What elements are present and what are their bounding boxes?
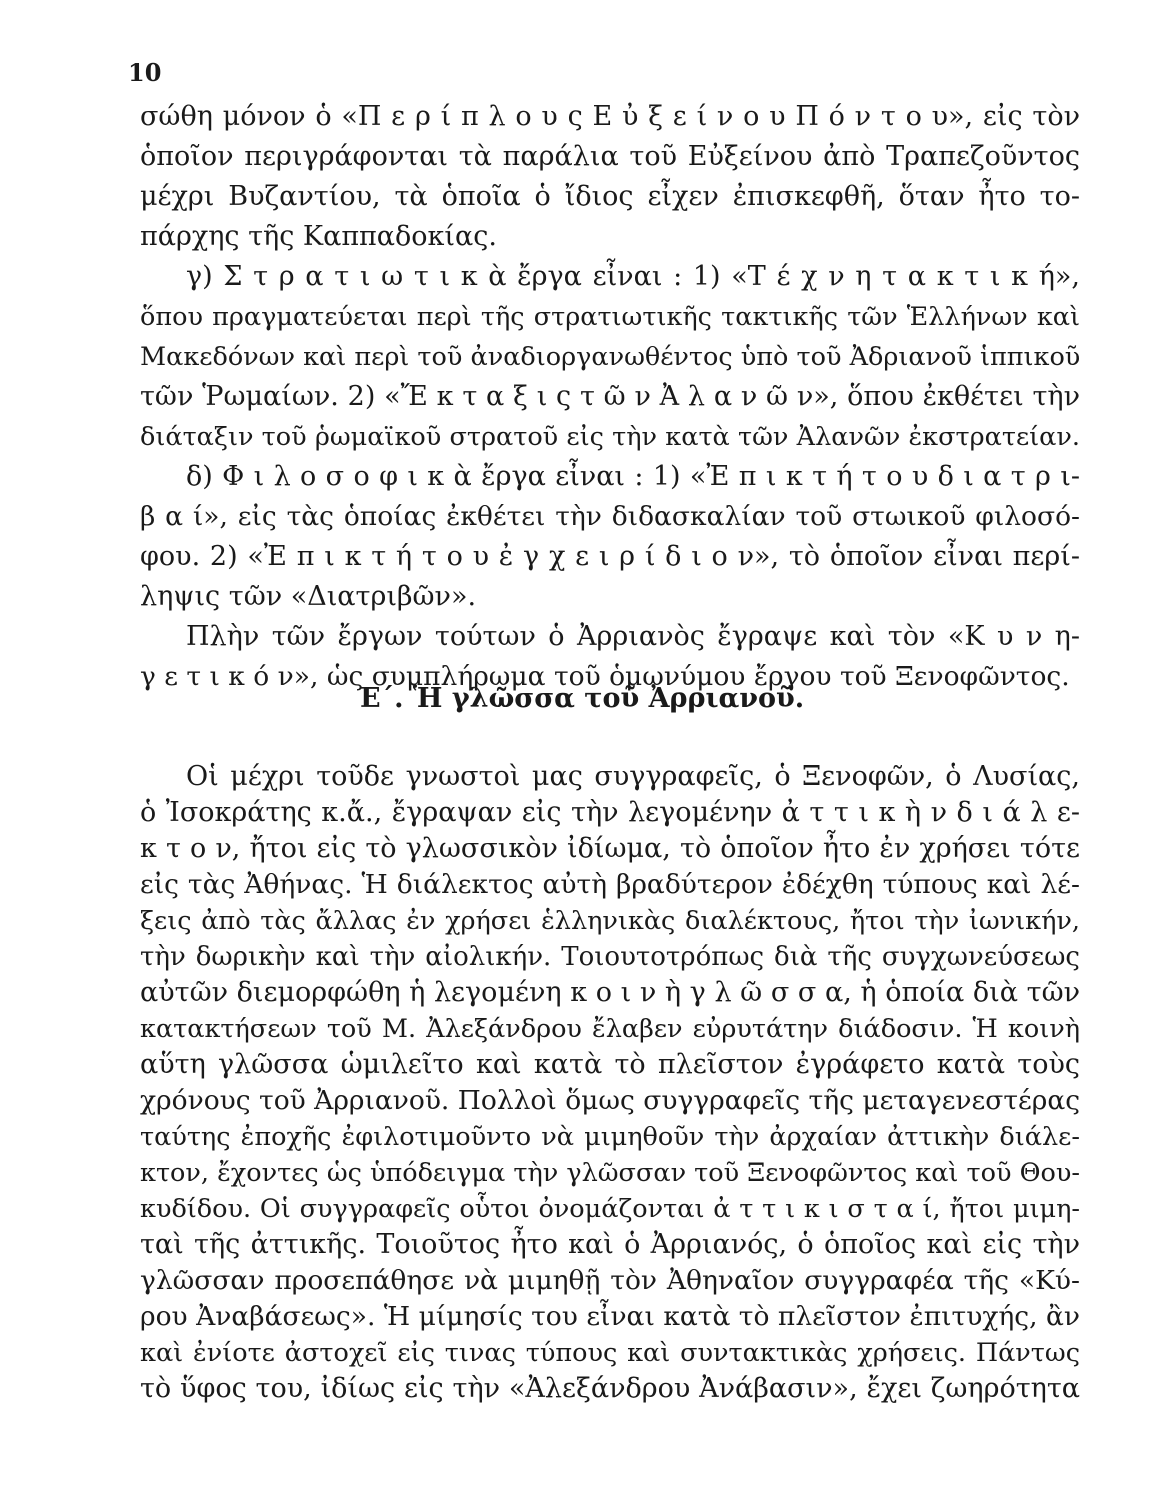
text-line: μέχρι Βυζαντίου, τὰ ὁποῖα ὁ ἴδιος εἶχεν ἐπισκεφθῆ, ὅταν ἦτο το-	[140, 181, 1080, 212]
text-line: β α ί», εἰς τὰς ὁποίας ἐκθέτει τὴν διδασκαλίαν τοῦ στωικοῦ φιλοσό-	[140, 501, 1080, 532]
text-line: ὁποῖον περιγράφονται τὰ παράλια τοῦ Εὐξείνου ἀπὸ Τραπεζοῦντος	[140, 141, 1080, 172]
text-line: εἰς τὰς Ἀθήνας. Ἡ διάλεκτος αὐτὴ βραδύτερον ἐδέχθη τύπους καὶ λέ-	[140, 869, 1080, 900]
text-line: διάταξιν τοῦ ῥωμαϊκοῦ στρατοῦ εἰς τὴν κατὰ τῶν Ἀλανῶν ἐκστρατείαν.	[140, 422, 1080, 452]
section-heading: Ε΄. Ἡ γλῶσσα τοῦ Ἀρριανοῦ.	[360, 683, 805, 714]
text-line: ληψις τῶν «Διατριβῶν».	[140, 581, 477, 612]
text-line: Πλὴν τῶν ἔργων τούτων ὁ Ἀρριανὸς ἔγραψε καὶ τὸν «Κ υ ν η-	[186, 621, 1080, 652]
text-line: ξεις ἀπὸ τὰς ἄλλας ἐν χρήσει ἑλληνικὰς διαλέκτους, ἤτοι τὴν ἰωνικήν,	[140, 906, 1080, 936]
text-line: κτον, ἔχοντες ὡς ὑπόδειγμα τὴν γλῶσσαν τοῦ Ξενοφῶντος καὶ τοῦ Θου-	[140, 1158, 1080, 1188]
text-line: γ ε τ ι κ ό ν», ὡς συμπλήρωμα τοῦ ὁμωνύμου ἔργου τοῦ Ξενοφῶντος.	[140, 661, 1070, 692]
text-line: χρόνους τοῦ Ἀρριανοῦ. Πολλοὶ ὅμως συγγραφεῖς τῆς μεταγενεστέρας	[140, 1085, 1081, 1116]
text-line: ὅπου πραγματεύεται περὶ τῆς στρατιωτικῆς τακτικῆς τῶν Ἑλλήνων καὶ	[140, 302, 1080, 332]
text-line: κ τ ο ν, ἤτοι εἰς τὸ γλωσσικὸν ἰδίωμα, τὸ ὁποῖον ἦτο ἐν χρήσει τότε	[140, 833, 1080, 864]
text-line: πάρχης τῆς Καππαδοκίας.	[140, 221, 497, 252]
text-line: τὸ ὕφος του, ἰδίως εἰς τὴν «Ἀλεξάνδρου Ἀνάβασιν», ἔχει ζωηρότητα	[140, 1373, 1080, 1404]
page-number: 10	[128, 58, 162, 87]
text-line: ὁ Ἰσοκράτης κ.ἄ., ἔγραψαν εἰς τὴν λεγομένην ἀ τ τ ι κ ὴ ν δ ι ά λ ε-	[140, 797, 1080, 828]
text-line: γλῶσσαν προσεπάθησε νὰ μιμηθῇ τὸν Ἀθηναῖον συγγραφέα τῆς «Κύ-	[140, 1265, 1080, 1296]
text-line: Οἱ μέχρι τοῦδε γνωστοὶ μας συγγραφεῖς, ὁ Ξενοφῶν, ὁ Λυσίας,	[186, 761, 1080, 792]
text-line: γ) Σ τ ρ α τ ι ω τ ι κ ὰ ἔργα εἶναι : 1) «Τ έ χ ν η τ α κ τ ι κ ή»,	[186, 261, 1080, 292]
text-line: ρου Ἀναβάσεως». Ἡ μίμησίς του εἶναι κατὰ τὸ πλεῖστον ἐπιτυχής, ἂν	[140, 1301, 1080, 1332]
text-line: αὕτη γλῶσσα ὡμιλεῖτο καὶ κατὰ τὸ πλεῖστον ἐγράφετο κατὰ τοὺς	[140, 1049, 1080, 1080]
text-line: τὴν δωρικὴν καὶ τὴν αἰολικήν. Τοιουτοτρόπως διὰ τῆς συγχωνεύσεως	[140, 942, 1080, 972]
text-line: κυδίδου. Οἱ συγγραφεῖς οὗτοι ὀνομάζονται ἀ τ τ ι κ ι σ τ α ί, ἤτοι μιμη-	[140, 1194, 1080, 1224]
text-line: ταύτης ἐποχῆς ἐφιλοτιμοῦντο νὰ μιμηθοῦν τὴν ἀρχαίαν ἀττικὴν διάλε-	[140, 1122, 1080, 1152]
text-line: δ) Φ ι λ ο σ ο φ ι κ ὰ ἔργα εἶναι : 1) «Ἐ π ι κ τ ή τ ο υ δ ι α τ ρ ι-	[186, 461, 1080, 492]
text-line: τῶν Ῥωμαίων. 2) «Ἔ κ τ α ξ ι ς τ ῶ ν Ἀ λ α ν ῶ ν», ὅπου ἐκθέτει τὴν	[140, 381, 1080, 412]
text-line: σώθη μόνον ὁ «Π ε ρ ί π λ ο υ ς Ε ὐ ξ ε ί ν ο υ Π ό ν τ ο υ», εἰς τὸν	[140, 101, 1080, 132]
text-line: αὐτῶν διεμορφώθη ἡ λεγομένη κ ο ι ν ὴ γ λ ῶ σ σ α, ἡ ὁποία διὰ τῶν	[140, 977, 1080, 1008]
text-line: ταὶ τῆς ἀττικῆς. Τοιοῦτος ἦτο καὶ ὁ Ἀρριανός, ὁ ὁποῖος καὶ εἰς τὴν	[140, 1229, 1080, 1260]
text-line: κατακτήσεων τοῦ Μ. Ἀλεξάνδρου ἔλαβεν εὐρυτάτην διάδοσιν. Ἡ κοινὴ	[140, 1014, 1080, 1044]
text-line: Μακεδόνων καὶ περὶ τοῦ ἀναδιοργανωθέντος ὑπὸ τοῦ Ἀδριανοῦ ἱππικοῦ	[140, 342, 1081, 372]
text-line: καὶ ἐνίοτε ἀστοχεῖ εἰς τινας τύπους καὶ συντακτικὰς χρήσεις. Πάντως	[140, 1338, 1080, 1368]
text-line: φου. 2) «Ἐ π ι κ τ ή τ ο υ ἐ γ χ ε ι ρ ί δ ι ο ν», τὸ ὁποῖον εἶναι περί-	[140, 541, 1080, 572]
